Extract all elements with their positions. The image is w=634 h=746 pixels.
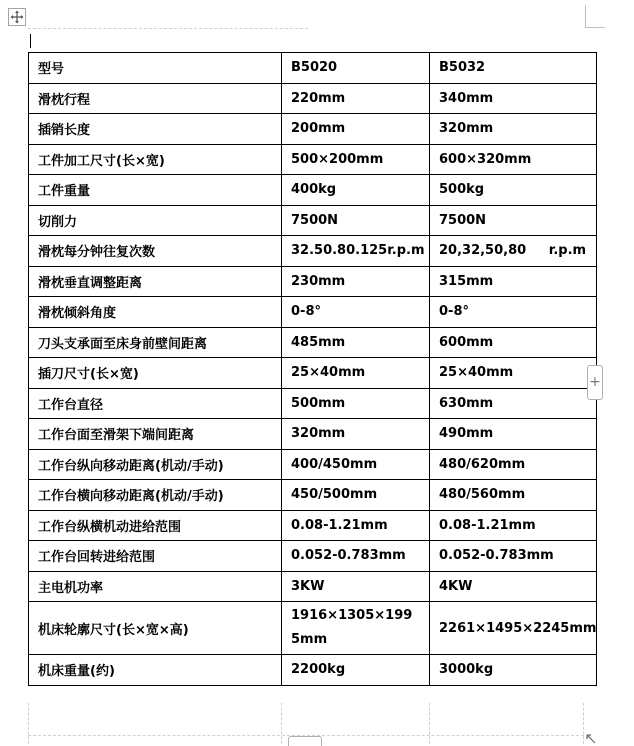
spec-name-cell[interactable]: 工作台直径	[29, 388, 282, 419]
table-row	[29, 419, 597, 450]
b5020-value-cell[interactable]: 500mm	[282, 388, 430, 419]
b5032-value-cell[interactable]: 480/620mm	[430, 449, 597, 480]
table-row	[29, 297, 597, 328]
b5032-value-cell[interactable]: 480/560mm	[430, 480, 597, 511]
spec-name-cell[interactable]: 滑枕倾斜角度	[29, 297, 282, 328]
b5020-value-cell[interactable]: 230mm	[282, 266, 430, 297]
table-row	[29, 571, 597, 602]
table-move-handle[interactable]	[8, 8, 26, 26]
table-guide-line	[281, 703, 282, 744]
spec-name-cell[interactable]: 工作台回转进给范围	[29, 541, 282, 572]
b5032-value-cell[interactable]: 0.08-1.21mm	[430, 510, 597, 541]
text-cursor	[30, 34, 31, 48]
spec-name-cell[interactable]: 机床轮廓尺寸(长×宽×高)	[29, 602, 282, 655]
spec-name-cell[interactable]: 切削力	[29, 205, 282, 236]
b5020-value-cell[interactable]: 400/450mm	[282, 449, 430, 480]
b5032-value-cell[interactable]: 25×40mm	[430, 358, 597, 389]
spec-name-cell[interactable]: 工作台纵向移动距离(机动/手动)	[29, 449, 282, 480]
spec-name-cell[interactable]: 工作台纵横机动进给范围	[29, 510, 282, 541]
add-row-button[interactable]	[288, 736, 322, 746]
b5032-value-cell[interactable]: 20,32,50,80 r.p.m	[430, 236, 597, 267]
b5020-value-cell[interactable]: 7500N	[282, 205, 430, 236]
b5020-value-cell[interactable]: 500×200mm	[282, 144, 430, 175]
b5032-value-cell[interactable]: 4KW	[430, 571, 597, 602]
b5020-value-cell[interactable]: 400kg	[282, 175, 430, 206]
spec-table-body	[29, 53, 597, 686]
spec-name-cell[interactable]: 工作台横向移动距离(机动/手动)	[29, 480, 282, 511]
b5032-value-cell[interactable]: 0-8°	[430, 297, 597, 328]
table-row	[29, 175, 597, 206]
b5032-value-cell[interactable]: 0.052-0.783mm	[430, 541, 597, 572]
table-row	[29, 114, 597, 145]
spec-table[interactable]	[28, 52, 597, 686]
table-row	[29, 449, 597, 480]
b5032-value-cell[interactable]: 7500N	[430, 205, 597, 236]
spec-name-cell[interactable]: 主电机功率	[29, 571, 282, 602]
b5020-value-cell[interactable]: 3KW	[282, 571, 430, 602]
b5032-value-cell[interactable]: 340mm	[430, 83, 597, 114]
resize-corner-icon[interactable]	[586, 734, 598, 744]
table-guide-line	[28, 703, 29, 744]
spec-name-cell[interactable]: 插销长度	[29, 114, 282, 145]
b5020-value-cell[interactable]: 485mm	[282, 327, 430, 358]
table-row	[29, 655, 597, 686]
b5020-value-cell[interactable]: 1916×1305×1995mm	[282, 602, 430, 655]
spec-name-cell[interactable]: 工作台面至滑架下端间距离	[29, 419, 282, 450]
spec-name-cell[interactable]: 刀头支承面至床身前壁间距离	[29, 327, 282, 358]
spec-name-cell[interactable]: 滑枕垂直调整距离	[29, 266, 282, 297]
move-arrows-icon	[10, 10, 24, 24]
b5020-value-cell[interactable]: B5020	[282, 53, 430, 84]
b5020-value-cell[interactable]: 450/500mm	[282, 480, 430, 511]
b5032-value-cell[interactable]: B5032	[430, 53, 597, 84]
b5020-value-cell[interactable]: 0.052-0.783mm	[282, 541, 430, 572]
table-row	[29, 53, 597, 84]
spec-name-cell[interactable]: 机床重量(约)	[29, 655, 282, 686]
b5032-value-cell[interactable]: 2261×1495×2245mm	[430, 602, 597, 655]
b5032-value-cell[interactable]: 490mm	[430, 419, 597, 450]
b5020-value-cell[interactable]: 0.08-1.21mm	[282, 510, 430, 541]
table-row	[29, 144, 597, 175]
b5020-value-cell[interactable]: 0-8°	[282, 297, 430, 328]
spec-name-cell[interactable]: 型号	[29, 53, 282, 84]
page-corner-mark	[585, 5, 605, 28]
b5032-value-cell[interactable]: 3000kg	[430, 655, 597, 686]
b5032-value-cell[interactable]: 500kg	[430, 175, 597, 206]
b5020-value-cell[interactable]: 32.50.80.125r.p.m	[282, 236, 430, 267]
table-row	[29, 205, 597, 236]
spec-name-cell[interactable]: 滑枕每分钟往复次数	[29, 236, 282, 267]
b5032-value-cell[interactable]: 315mm	[430, 266, 597, 297]
table-guide-line	[429, 703, 430, 744]
table-guide-line	[583, 703, 584, 744]
b5020-value-cell[interactable]: 200mm	[282, 114, 430, 145]
table-row	[29, 480, 597, 511]
spec-name-cell[interactable]: 滑枕行程	[29, 83, 282, 114]
b5020-value-cell[interactable]: 25×40mm	[282, 358, 430, 389]
b5032-value-cell[interactable]: 600mm	[430, 327, 597, 358]
table-row	[29, 510, 597, 541]
b5020-value-cell[interactable]: 2200kg	[282, 655, 430, 686]
page-margin-guide	[28, 28, 308, 29]
table-row	[29, 266, 597, 297]
table-row	[29, 541, 597, 572]
spec-name-cell[interactable]: 插刀尺寸(长×宽)	[29, 358, 282, 389]
table-row	[29, 602, 597, 655]
table-row	[29, 388, 597, 419]
b5020-value-cell[interactable]: 220mm	[282, 83, 430, 114]
table-row	[29, 358, 597, 389]
spec-name-cell[interactable]: 工件加工尺寸(长×宽)	[29, 144, 282, 175]
add-column-button[interactable]: +	[587, 365, 603, 400]
table-row	[29, 236, 597, 267]
table-row	[29, 83, 597, 114]
b5032-value-cell[interactable]: 630mm	[430, 388, 597, 419]
spec-name-cell[interactable]: 工件重量	[29, 175, 282, 206]
b5032-value-cell[interactable]: 320mm	[430, 114, 597, 145]
b5020-value-cell[interactable]: 320mm	[282, 419, 430, 450]
b5032-value-cell[interactable]: 600×320mm	[430, 144, 597, 175]
table-row	[29, 327, 597, 358]
